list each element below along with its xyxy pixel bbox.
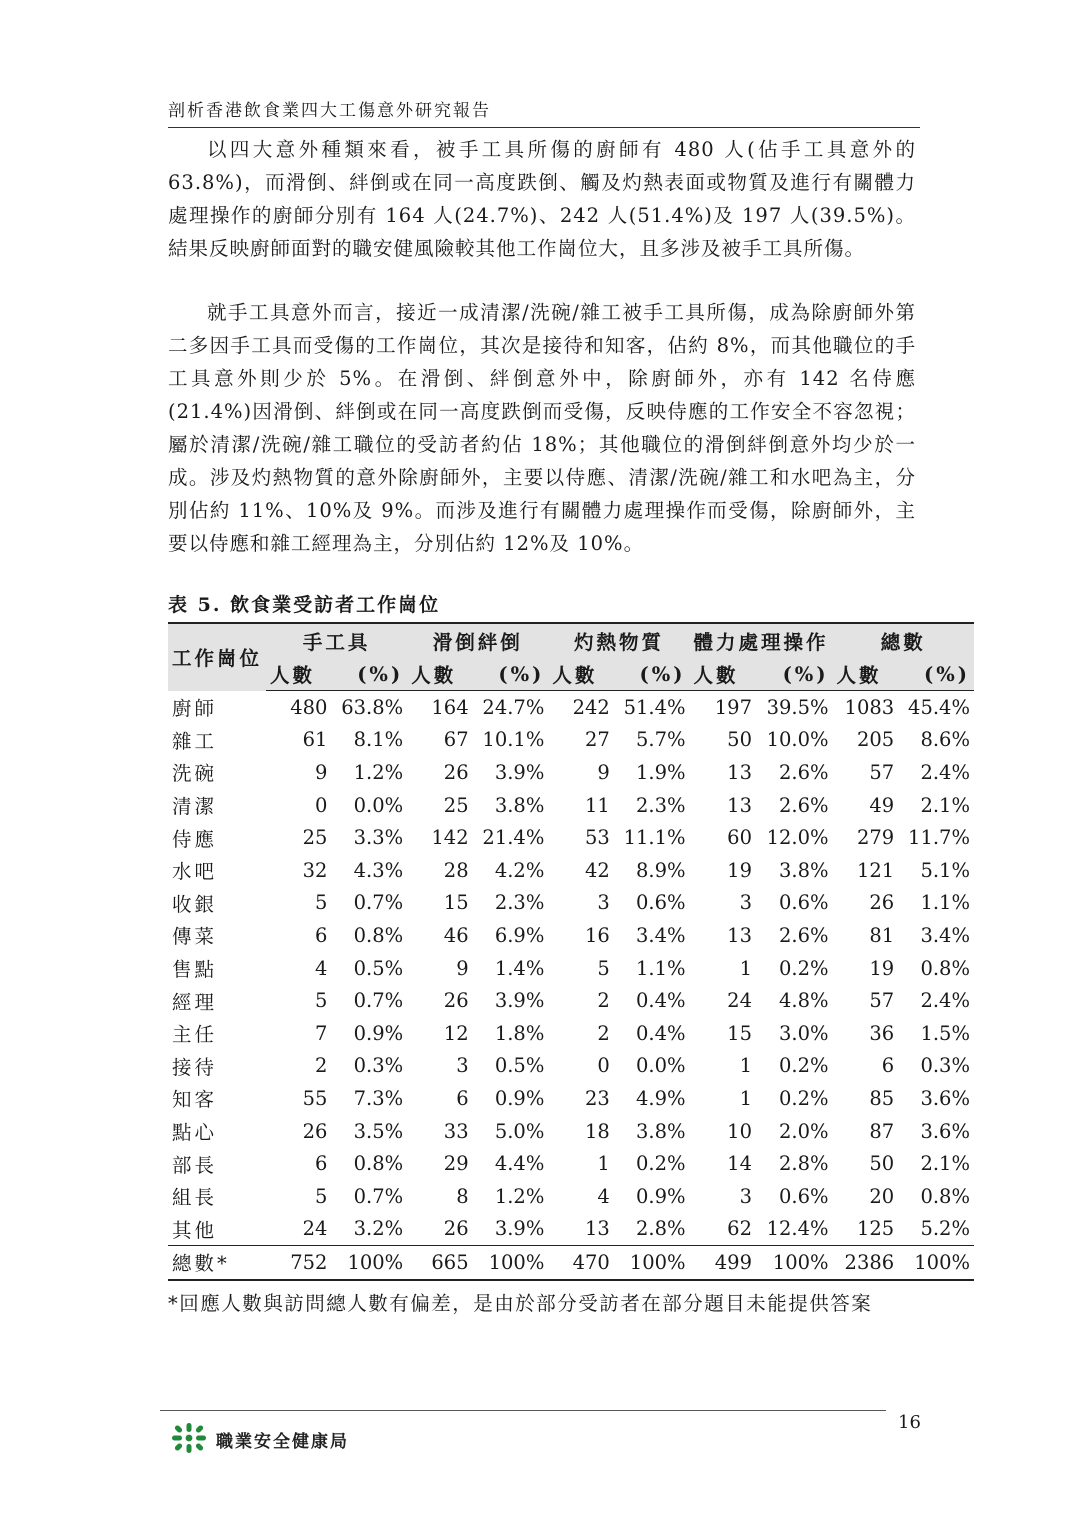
pct-cell: 12.0% [766, 826, 829, 850]
count-cell: 7 [315, 1021, 328, 1045]
pct-cell: 2.6% [779, 760, 829, 784]
pct-cell: 3.8% [494, 793, 545, 817]
count-cell: 12 [443, 1021, 469, 1045]
job-position-table [168, 622, 974, 1281]
pct-cell: 100% [331, 1246, 407, 1280]
pct-cell: 21.4% [482, 826, 545, 850]
count-cell: 8 [456, 1184, 469, 1208]
org-name: 職業安全健康局 [216, 1432, 349, 1452]
pct-cell: 0.7% [353, 891, 404, 915]
pct-cell: 0.2% [779, 1054, 829, 1078]
count-cell: 5 [315, 1184, 328, 1208]
count-cell: 5 [315, 891, 328, 915]
table-row [168, 1050, 974, 1083]
pct-cell: 3.5% [353, 1119, 404, 1143]
row-label: 傳菜 [172, 925, 218, 949]
count-cell: 26 [302, 1119, 328, 1143]
row-label: 接待 [172, 1055, 218, 1079]
count-cell: 87 [869, 1119, 895, 1143]
count-cell: 1 [739, 1054, 752, 1078]
running-header: 剖析香港飲食業四大工傷意外研究報告 [168, 96, 920, 128]
group-header-hot-substances: 灼熱物質 [548, 623, 689, 658]
pct-cell: 11.7% [908, 826, 970, 850]
pct-cell: 2.0% [779, 1119, 829, 1143]
count-cell: 26 [443, 989, 469, 1013]
sub-header-count: 人數 [266, 658, 331, 691]
count-cell: 53 [584, 826, 610, 850]
pct-cell: 0.9% [353, 1021, 404, 1045]
pct-cell: 0.6% [779, 891, 829, 915]
pct-cell: 0.9% [494, 1086, 545, 1110]
pct-cell: 0.8% [353, 1152, 404, 1176]
pct-cell: 3.4% [635, 923, 686, 947]
count-cell: 26 [443, 1217, 469, 1241]
table-row [168, 1017, 974, 1050]
pct-cell: 2.3% [635, 793, 686, 817]
count-cell: 142 [431, 826, 469, 850]
pct-cell: 5.2% [920, 1217, 970, 1241]
pct-cell: 2.4% [920, 989, 970, 1013]
pct-cell: 0.3% [353, 1054, 404, 1078]
count-cell: 3 [597, 891, 610, 915]
count-cell: 50 [727, 728, 752, 752]
pct-cell: 8.6% [920, 728, 970, 752]
count-cell: 27 [584, 728, 610, 752]
pct-cell: 2.6% [779, 793, 829, 817]
pct-cell: 7.3% [353, 1086, 404, 1110]
pct-cell: 5.1% [920, 858, 970, 882]
count-cell: 4 [597, 1184, 610, 1208]
row-label: 雜工 [172, 729, 218, 753]
pct-cell: 0.0% [635, 1054, 686, 1078]
pct-cell: 2.6% [779, 923, 829, 947]
count-cell: 13 [727, 923, 752, 947]
count-cell: 24 [727, 989, 752, 1013]
pct-cell: 4.8% [779, 989, 829, 1013]
count-cell: 25 [443, 793, 469, 817]
count-cell: 36 [869, 1021, 895, 1045]
pct-cell: 4.4% [494, 1152, 545, 1176]
count-cell: 242 [572, 695, 610, 719]
pct-cell: 1.1% [920, 891, 970, 915]
pct-cell: 100% [614, 1246, 690, 1280]
count-cell: 20 [869, 1184, 895, 1208]
pct-cell: 0.6% [779, 1184, 829, 1208]
pct-cell: 3.6% [920, 1086, 970, 1110]
pct-cell: 8.1% [353, 728, 404, 752]
sub-header-pct: (%) [756, 658, 833, 691]
table-row [168, 887, 974, 920]
count-cell: 13 [727, 793, 752, 817]
count-cell: 164 [431, 695, 469, 719]
count-cell: 470 [548, 1246, 613, 1280]
count-cell: 0 [315, 793, 328, 817]
table-row [168, 952, 974, 985]
count-cell: 499 [690, 1246, 756, 1280]
pct-cell: 24.7% [482, 695, 545, 719]
row-label: 洗碗 [172, 762, 218, 786]
pct-cell: 1.4% [494, 956, 545, 980]
table-row [168, 919, 974, 952]
count-cell: 33 [443, 1119, 469, 1143]
sub-header-count: 人數 [833, 658, 899, 691]
count-cell: 13 [584, 1217, 610, 1241]
count-cell: 2386 [833, 1246, 899, 1280]
count-cell: 1083 [844, 695, 895, 719]
pct-cell: 8.9% [635, 858, 686, 882]
pct-cell: 1.5% [920, 1021, 970, 1045]
row-label: 部長 [172, 1153, 218, 1177]
row-label: 廚師 [172, 697, 218, 721]
table-row [168, 1180, 974, 1213]
pct-cell: 2.8% [779, 1152, 829, 1176]
count-cell: 4 [315, 956, 328, 980]
pct-cell: 0.3% [920, 1054, 970, 1078]
count-cell: 60 [727, 826, 752, 850]
count-cell: 14 [727, 1152, 752, 1176]
pct-cell: 4.2% [494, 858, 545, 882]
pct-cell: 3.6% [920, 1119, 970, 1143]
pct-cell: 0.5% [353, 956, 404, 980]
count-cell: 9 [597, 760, 610, 784]
pct-cell: 2.8% [635, 1217, 686, 1241]
pct-cell: 5.7% [635, 728, 686, 752]
total-row [168, 1246, 974, 1280]
count-cell: 9 [315, 760, 328, 784]
pct-cell: 1.2% [353, 760, 404, 784]
count-cell: 15 [443, 891, 469, 915]
count-cell: 32 [302, 858, 328, 882]
count-cell: 125 [856, 1217, 895, 1241]
paragraph-2: 就手工具意外而言，接近一成清潔/洗碗/雜工被手工具所傷，成為除廚師外第二多因手工具而受傷的工作崗位，其次是接待和知客，佔約 8%，而其他職位的手工具意外則少於 5%。在滑倒、絆倒意外中，除廚師外，亦有 142 名侍應(21.4%)因滑倒、絆倒或在同一高度跌倒而受傷，反映侍應的工作安全不容忽視；屬於清潔/洗碗/雜工職位的受訪者約佔 18%；其他職位的滑倒絆倒意外均少於一成。涉及灼熱物質的意外除廚師外，主要以侍應、清潔/洗碗/雜工和水吧為主，分別佔約 11%、10%及 9%。而涉及進行有關體力處理操作而受傷，除廚師外，主要以侍應和雜工經理為主，分別佔約 12%及 10%。 [168, 301, 916, 555]
sub-header-count: 人數 [407, 658, 472, 691]
table-row [168, 1147, 974, 1180]
table-row [168, 724, 974, 757]
table-row [168, 1082, 974, 1115]
pct-cell: 3.9% [494, 760, 545, 784]
count-cell: 6 [315, 1152, 328, 1176]
pct-cell: 0.2% [779, 1086, 829, 1110]
count-cell: 9 [456, 956, 469, 980]
count-cell: 6 [315, 923, 328, 947]
table-caption: 表 5. 飲食業受訪者工作崗位 [168, 594, 441, 616]
pct-cell: 1.9% [635, 760, 686, 784]
pct-cell: 3.3% [353, 826, 404, 850]
count-cell: 26 [443, 760, 469, 784]
group-header-total: 總數 [833, 623, 974, 658]
row-label: 組長 [172, 1186, 218, 1210]
count-cell: 24 [302, 1217, 328, 1241]
count-cell: 57 [869, 989, 895, 1013]
pct-cell: 11.1% [623, 826, 686, 850]
row-label: 總數* [168, 1246, 266, 1280]
sub-header-pct: (%) [473, 658, 549, 691]
count-cell: 2 [315, 1054, 328, 1078]
pct-cell: 3.8% [779, 858, 829, 882]
table-row [168, 854, 974, 887]
pct-cell: 0.4% [635, 1021, 686, 1045]
count-cell: 6 [881, 1054, 895, 1078]
pct-cell: 0.9% [635, 1184, 686, 1208]
count-cell: 480 [290, 695, 328, 719]
count-cell: 15 [727, 1021, 752, 1045]
pct-cell: 100% [756, 1246, 833, 1280]
pct-cell: 10.1% [482, 728, 545, 752]
count-cell: 57 [869, 760, 895, 784]
group-header-slips: 滑倒絆倒 [407, 623, 548, 658]
count-cell: 61 [302, 728, 328, 752]
count-cell: 3 [456, 1054, 469, 1078]
pct-cell: 39.5% [766, 695, 829, 719]
table-row [168, 821, 974, 854]
pct-cell: 100% [473, 1246, 549, 1280]
count-cell: 2 [597, 1021, 610, 1045]
count-cell: 11 [584, 793, 610, 817]
sub-header-count: 人數 [690, 658, 756, 691]
pct-cell: 1.2% [494, 1184, 545, 1208]
pct-cell: 0.7% [353, 1184, 404, 1208]
pct-cell: 2.1% [920, 793, 970, 817]
count-cell: 19 [869, 956, 895, 980]
pct-cell: 3.8% [635, 1119, 686, 1143]
pct-cell: 0.0% [353, 793, 404, 817]
page-number: 16 [898, 1412, 921, 1433]
sub-header-pct: (%) [614, 658, 690, 691]
count-cell: 1 [739, 956, 752, 980]
count-cell: 19 [727, 858, 752, 882]
pct-cell: 1.1% [635, 956, 686, 980]
footer-divider [160, 1410, 886, 1411]
pct-cell: 12.4% [766, 1217, 829, 1241]
count-cell: 67 [443, 728, 469, 752]
count-cell: 49 [869, 793, 895, 817]
table-row [168, 984, 974, 1017]
count-cell: 752 [266, 1246, 331, 1280]
sub-header-pct: (%) [898, 658, 974, 691]
group-header-manual-handling: 體力處理操作 [690, 623, 833, 658]
pct-cell: 63.8% [341, 695, 404, 719]
pct-cell: 2.1% [920, 1152, 970, 1176]
pct-cell: 0.2% [635, 1152, 686, 1176]
count-cell: 81 [869, 923, 895, 947]
row-label: 收銀 [172, 892, 218, 916]
count-cell: 10 [727, 1119, 752, 1143]
oshc-logo-icon [170, 1421, 208, 1455]
count-cell: 1 [739, 1086, 752, 1110]
row-label: 售點 [172, 958, 218, 982]
count-cell: 197 [714, 695, 752, 719]
pct-cell: 0.8% [920, 956, 970, 980]
count-cell: 5 [315, 989, 328, 1013]
sub-header-pct: (%) [331, 658, 407, 691]
position-header: 工作崗位 [168, 623, 266, 691]
count-cell: 26 [869, 891, 895, 915]
table-body [168, 691, 974, 1280]
pct-cell: 0.4% [635, 989, 686, 1013]
pct-cell: 3.9% [494, 1217, 545, 1241]
pct-cell: 45.4% [908, 695, 970, 719]
count-cell: 28 [443, 858, 469, 882]
sub-header-count: 人數 [548, 658, 613, 691]
count-cell: 29 [443, 1152, 469, 1176]
table-row [168, 789, 974, 822]
count-cell: 85 [869, 1086, 895, 1110]
row-label: 其他 [172, 1218, 218, 1242]
table-row [168, 1213, 974, 1246]
count-cell: 2 [597, 989, 610, 1013]
count-cell: 0 [597, 1054, 610, 1078]
pct-cell: 3.0% [779, 1021, 829, 1045]
pct-cell: 0.7% [353, 989, 404, 1013]
count-cell: 18 [584, 1119, 610, 1143]
row-label: 清潔 [172, 795, 218, 819]
pct-cell: 1.8% [494, 1021, 545, 1045]
pct-cell: 0.5% [494, 1054, 545, 1078]
table-row [168, 756, 974, 789]
count-cell: 42 [584, 858, 610, 882]
count-cell: 665 [407, 1246, 472, 1280]
table-footnote: *回應人數與訪問總人數有偏差，是由於部分受訪者在部分題目未能提供答案 [168, 1292, 873, 1315]
row-label: 主任 [172, 1023, 218, 1047]
pct-cell: 2.3% [494, 891, 545, 915]
count-cell: 23 [584, 1086, 610, 1110]
paragraph-1: 以四大意外種類來看，被手工具所傷的廚師有 480 人(佔手工具意外的 63.8%)，而滑倒、絆倒或在同一高度跌倒、觸及灼熱表面或物質及進行有關體力處理操作的廚師分別有 164 人(24.7%)、242 人(51.4%)及 197 人(39.5%)。結果反映廚師面對的職安健風險較其他工作崗位大，且多涉及被手工具所傷。 [168, 138, 916, 260]
row-label: 水吧 [172, 860, 218, 884]
count-cell: 55 [302, 1086, 328, 1110]
pct-cell: 0.6% [635, 891, 686, 915]
row-label: 侍應 [172, 827, 218, 851]
pct-cell: 10.0% [766, 728, 829, 752]
count-cell: 50 [869, 1152, 895, 1176]
count-cell: 6 [456, 1086, 469, 1110]
count-cell: 1 [597, 1152, 610, 1176]
count-cell: 3 [739, 1184, 752, 1208]
pct-cell: 51.4% [623, 695, 686, 719]
count-cell: 13 [727, 760, 752, 784]
pct-cell: 100% [898, 1246, 974, 1280]
pct-cell: 3.2% [353, 1217, 404, 1241]
group-header-hand-tools: 手工具 [266, 623, 407, 658]
pct-cell: 5.0% [494, 1119, 545, 1143]
count-cell: 16 [584, 923, 610, 947]
count-cell: 5 [597, 956, 610, 980]
pct-cell: 0.2% [779, 956, 829, 980]
pct-cell: 6.9% [494, 923, 545, 947]
table-row [168, 1115, 974, 1148]
pct-cell: 4.3% [353, 858, 404, 882]
count-cell: 62 [727, 1217, 752, 1241]
count-cell: 46 [443, 923, 469, 947]
table-row [168, 691, 974, 724]
count-cell: 205 [856, 728, 895, 752]
count-cell: 3 [739, 891, 752, 915]
row-label: 知客 [172, 1088, 218, 1112]
pct-cell: 3.9% [494, 989, 545, 1013]
pct-cell: 0.8% [353, 923, 404, 947]
pct-cell: 2.4% [920, 760, 970, 784]
row-label: 經理 [172, 990, 218, 1014]
pct-cell: 0.8% [920, 1184, 970, 1208]
row-label: 點心 [172, 1121, 218, 1145]
pct-cell: 4.9% [635, 1086, 686, 1110]
count-cell: 121 [856, 858, 895, 882]
count-cell: 279 [856, 826, 895, 850]
count-cell: 25 [302, 826, 328, 850]
pct-cell: 3.4% [920, 923, 970, 947]
